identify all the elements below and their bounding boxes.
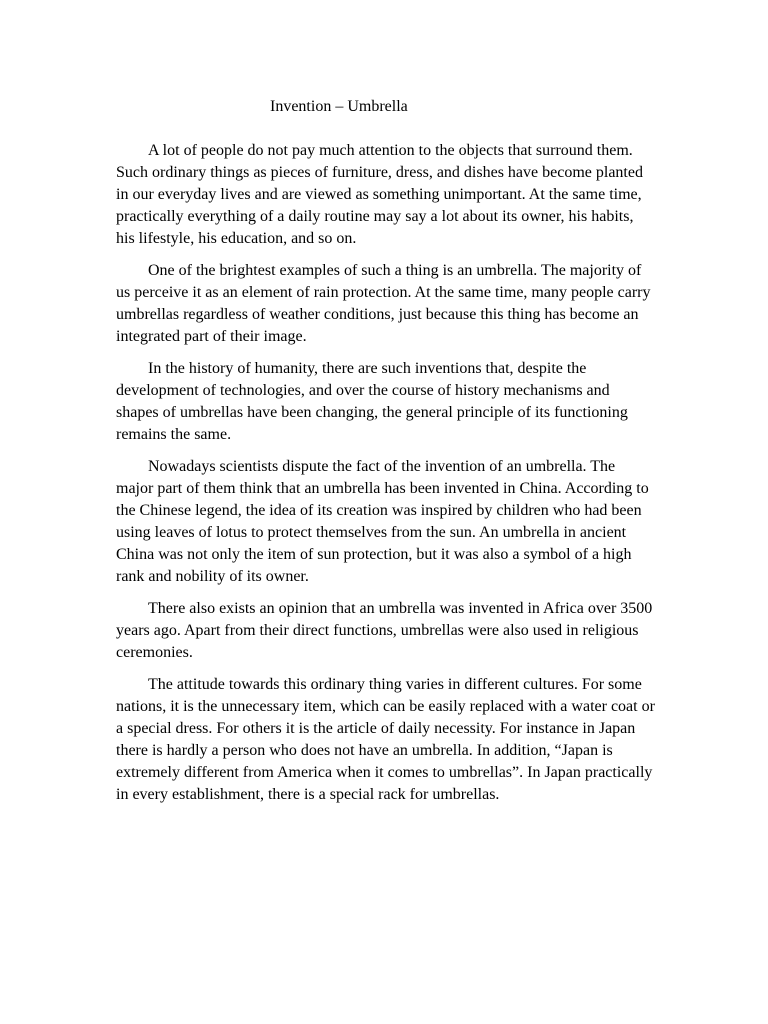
- paragraph-2: One of the brightest examples of such a thing is an umbrella. The majority of us perceive it as an element of rain protection. At the same time, many people carry umbrellas regardless of weather conditions, just because this thing has become an integrated part of their image.: [116, 262, 651, 345]
- paragraph-1: A lot of people do not pay much attention to the objects that surround them. Such ordinary things as pieces of furniture, dress, and dishes have become planted in our everyday lives and are viewed as something unimportant. At the same time, practically everything of a daily routine may say a lot about its owner, his habits, his lifestyle, his education, and so on.: [116, 142, 643, 247]
- paragraph-6: The attitude towards this ordinary thing varies in different cultures. For some nations, it is the unnecessary item, which can be easily replaced with a water coat or a special dress. For others it is the article of daily necessity. For instance in Japan there is hardly a person who does not have an umbrella. In addition, “Japan is extremely different from America when it comes to umbrellas”. In Japan practically in every establishment, there is a special rack for umbrellas.: [116, 676, 655, 803]
- paragraph-4: Nowadays scientists dispute the fact of the invention of an umbrella. The major part of them think that an umbrella has been invented in China. According to the Chinese legend, the idea of its creation was inspired by children who had been using leaves of lotus to protect themselves from the sun. An umbrella in ancient China was not only the item of sun protection, but it was also a symbol of a high rank and nobility of its owner.: [116, 458, 649, 585]
- document-title: Invention – Umbrella: [270, 98, 408, 115]
- paragraph-3: In the history of humanity, there are such inventions that, despite the development of technologies, and over the course of history mechanisms and shapes of umbrellas have been changing, the general principle of its functioning remains the same.: [116, 360, 628, 443]
- document-body: [116, 140, 656, 816]
- paragraph-5: There also exists an opinion that an umbrella was invented in Africa over 3500 years ago. Apart from their direct functions, umbrellas were also used in religious ceremonies.: [116, 600, 653, 661]
